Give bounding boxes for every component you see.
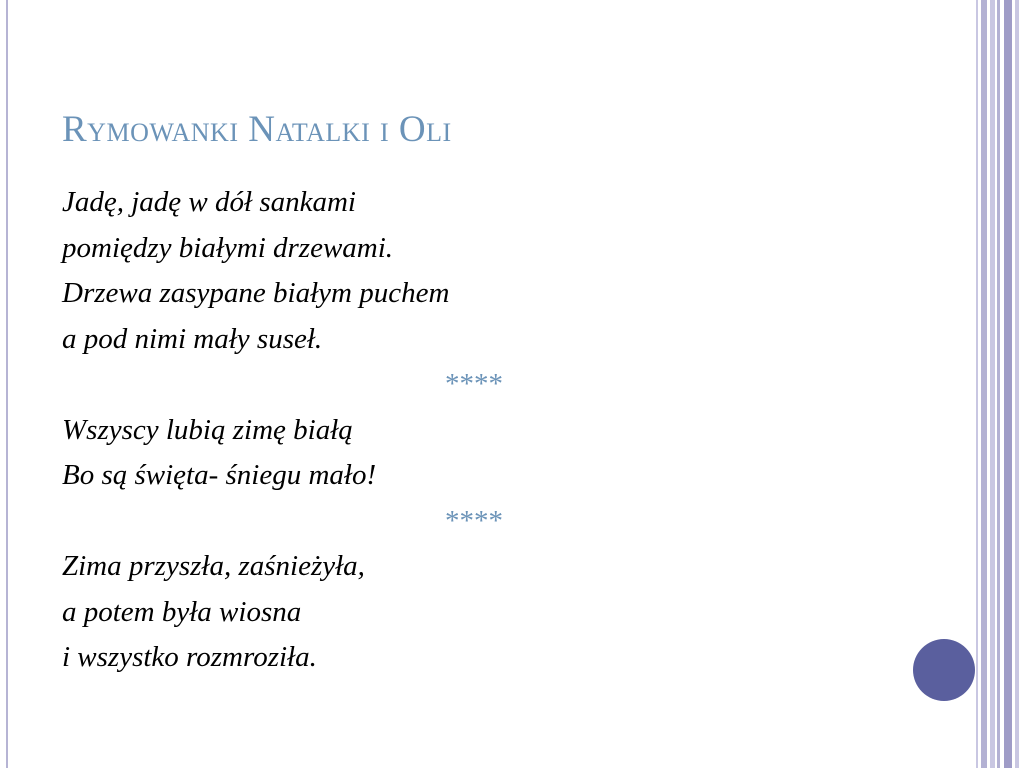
poem-line: Wszyscy lubią zimę białą bbox=[62, 413, 353, 446]
right-decor-stripe bbox=[1015, 0, 1019, 768]
poem-line: i wszystko rozmroziła. bbox=[62, 641, 317, 673]
poem-line: pomiędzy białymi drzewami. bbox=[62, 231, 394, 264]
poem-line: a pod nimi mały suseł. bbox=[62, 322, 323, 355]
poem-line: Bo są święta- śniegu mało! bbox=[62, 459, 377, 491]
poem-line: Drzewa zasypane białym puchem bbox=[62, 277, 450, 309]
decorative-circle bbox=[913, 639, 975, 701]
poem-line: Jadę, jadę w dół sankami bbox=[62, 186, 356, 218]
right-decor-stripe bbox=[981, 0, 987, 768]
stanza-separator: **** bbox=[445, 504, 503, 537]
poem-body bbox=[62, 180, 582, 681]
poem-line: a potem była wiosna bbox=[62, 595, 302, 628]
right-decor-stripe bbox=[1004, 0, 1012, 768]
poem-line: Zima przyszła, zaśnieżyła, bbox=[62, 550, 365, 582]
slide-title: Rymowanki Natalki i Oli bbox=[62, 109, 452, 150]
right-decor-stripe bbox=[997, 0, 1000, 768]
left-border-line bbox=[6, 0, 8, 768]
right-decor-stripe bbox=[976, 0, 978, 768]
right-decor-stripe bbox=[990, 0, 995, 768]
stanza-separator: **** bbox=[445, 368, 503, 400]
